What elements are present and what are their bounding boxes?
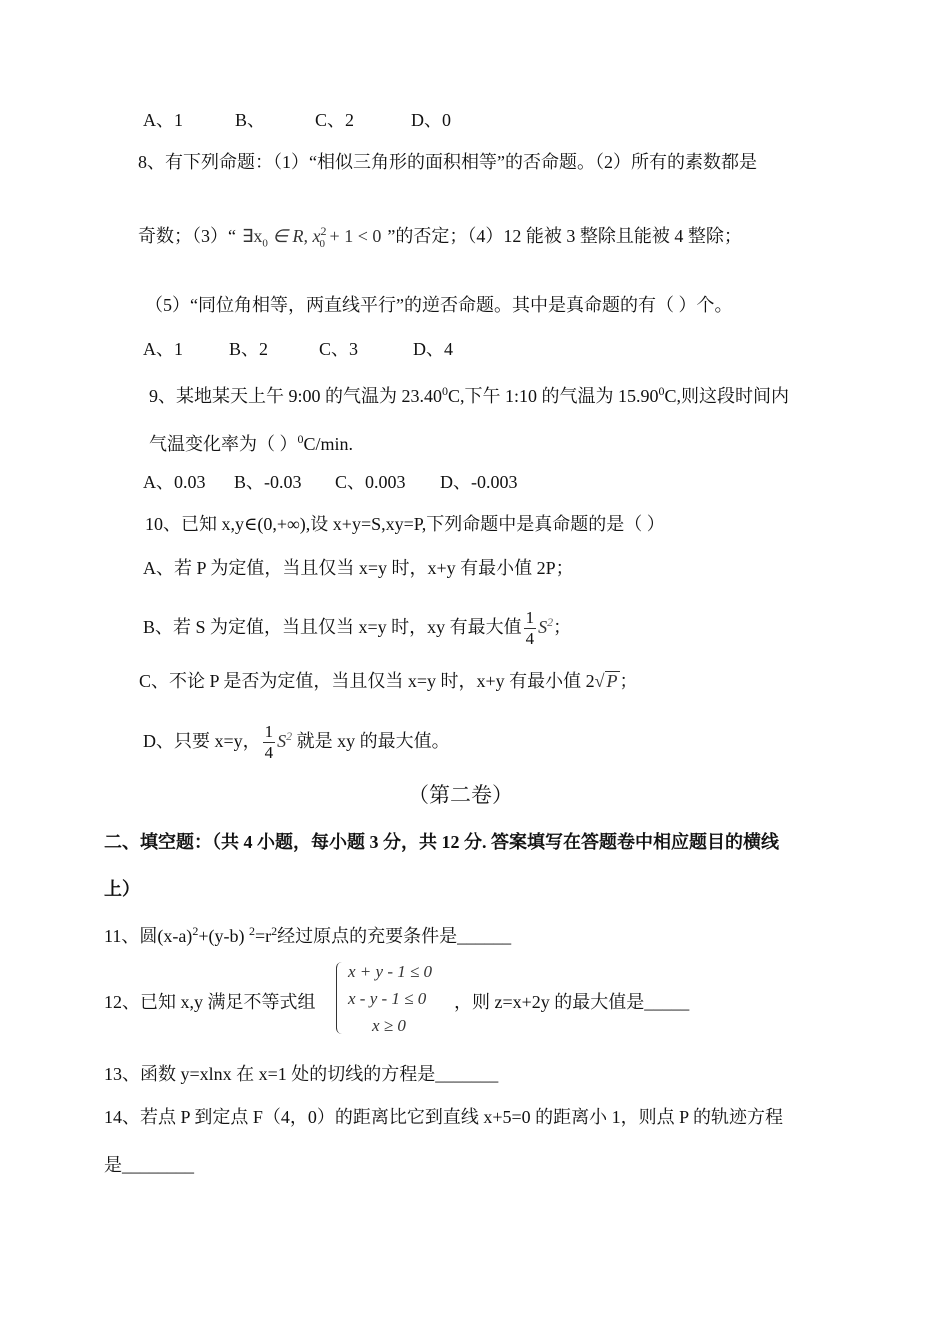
q10-s-variable: S <box>277 731 287 751</box>
q10-stem: 10、已知 x,y∈(0,+∞),设 x+y=S,xy=P,下列命题中是真命题的是（ ） <box>145 514 665 534</box>
q11-b: +(y-b) <box>198 926 249 946</box>
q11-a: 11、圆(x-a) <box>104 926 193 946</box>
q9-line2-b: C/min. <box>303 434 354 454</box>
q13: 13、函数 y=xlnx 在 x=1 处的切线的方程是_______ <box>104 1064 499 1084</box>
q8-option-a: A、1 <box>143 339 183 359</box>
q8-formula-sub: 0 <box>262 237 268 250</box>
q11-d: 经过原点的充要条件是______ <box>277 926 512 946</box>
q7-option-c: C、2 <box>315 110 355 130</box>
q10-option-d-text: D、只要 x=y， <box>143 731 261 751</box>
q7-options <box>143 108 451 132</box>
q9-line1-c: C,则这段时间内 <box>664 386 790 406</box>
q8-line2 <box>138 219 742 256</box>
q12-row1: x + y - 1 ≤ 0 <box>348 962 433 981</box>
sqrt-icon: √ <box>594 671 605 691</box>
q9-degree-1: 0 <box>442 384 448 398</box>
q10-option-b-text: B、若 S 为定值，当且仅当 x=y 时，xy 有最大值 <box>143 617 522 637</box>
q9-line2 <box>149 427 353 456</box>
q8-line2-post: ”的否定；（4）12 能被 3 整除且能被 4 整除； <box>387 226 742 246</box>
q8-line1: 8、有下列命题：（1）“相似三角形的面积相等”的否命题。（2）所有的素数都是 <box>138 152 757 172</box>
q12-inequality-system <box>336 962 466 1038</box>
q8-line2-pre: 奇数；（3）“ <box>138 226 236 246</box>
part2-heading-line1: 二、填空题：（共 4 小题，每小题 3 分，共 12 分. 答案填写在答题卷中相应题目的横线 <box>104 832 779 852</box>
q10-option-b-end: ； <box>553 617 572 637</box>
q9-line1-b: C,下午 1:10 的气温为 15.90 <box>448 386 659 406</box>
q8-formula-sub2: 0 <box>319 237 326 250</box>
q9-degree-3: 0 <box>297 432 304 446</box>
q7-option-a: A、1 <box>143 110 183 130</box>
fraction-numerator: 1 <box>264 722 274 742</box>
q8-options <box>143 337 453 361</box>
q11-sup3: 2 <box>271 924 278 938</box>
q10-option-c <box>139 669 638 693</box>
q12-row2: x - y - 1 ≤ 0 <box>348 989 427 1008</box>
q8-option-c: C、3 <box>319 339 359 359</box>
q8-formula-mid: ∈ R, x <box>267 226 321 246</box>
q8-option-b: B、2 <box>229 339 269 359</box>
q10-s-variable: S <box>538 617 548 637</box>
q9-options <box>143 470 518 494</box>
q10-option-d-end: 就是 xy 的最大值。 <box>292 731 450 751</box>
q14-line2: 是________ <box>104 1155 194 1175</box>
q10-option-b <box>143 597 571 652</box>
q11 <box>104 919 511 948</box>
q10-option-c-text: C、不论 P 是否为定值，当且仅当 x=y 时，x+y 有最小值 2 <box>139 671 595 691</box>
q8-formula <box>242 224 382 250</box>
q14-line1: 14、若点 P 到定点 F（4，0）的距离比它到直线 x+5=0 的距离小 1，则点 P 的轨迹方程 <box>104 1107 783 1127</box>
q8-option-d: D、4 <box>413 339 453 359</box>
brace-icon <box>336 962 344 1034</box>
q11-sup2: 2 <box>248 924 255 938</box>
q7-option-b: B、 <box>235 110 266 130</box>
q9-line1 <box>149 379 789 408</box>
q9-option-a: A、0.03 <box>143 472 206 492</box>
q10-fraction-b <box>524 608 537 649</box>
q11-sup1: 2 <box>192 924 199 938</box>
q9-line2-a: 气温变化率为（ ） <box>149 434 298 454</box>
q10-option-a: A、若 P 为定值，当且仅当 x=y 时，x+y 有最小值 2P； <box>143 558 574 578</box>
q10-s-exponent: 2 <box>286 729 293 743</box>
q10-s-exponent: 2 <box>547 615 554 629</box>
q10-option-c-end: ； <box>619 671 638 691</box>
q10-option-d <box>143 711 450 766</box>
q10-fraction-d <box>263 722 276 763</box>
section-title: （第二卷） <box>408 783 513 807</box>
q11-c: =r <box>254 926 272 946</box>
q8-formula-exists: ∃x <box>242 226 263 246</box>
q12-post: ，则 z=x+2y 的最大值是_____ <box>454 992 690 1012</box>
q12-row3: x ≥ 0 <box>372 1016 406 1035</box>
part2-heading-line2: 上） <box>104 879 140 899</box>
q9-degree-2: 0 <box>658 384 665 398</box>
q9-line1-a: 9、某地某天上午 9:00 的气温为 23.40 <box>149 386 442 406</box>
q8-line3: （5）“同位角相等，两直线平行”的逆否命题。其中是真命题的有（ ）个。 <box>145 295 733 315</box>
fraction-denominator: 4 <box>264 743 274 763</box>
q8-formula-post: + 1 < 0 <box>325 226 382 246</box>
q9-option-b: B、-0.03 <box>234 472 302 492</box>
fraction-numerator: 1 <box>525 608 535 628</box>
q9-option-c: C、0.003 <box>335 472 406 492</box>
q8-formula-sup: 2 <box>320 224 327 238</box>
q12-pre: 12、已知 x,y 满足不等式组 <box>104 992 316 1012</box>
q9-option-d: D、-0.003 <box>440 472 518 492</box>
q10-radicand: P <box>606 671 618 691</box>
fraction-denominator: 4 <box>525 629 535 649</box>
q7-option-d: D、0 <box>411 110 451 130</box>
